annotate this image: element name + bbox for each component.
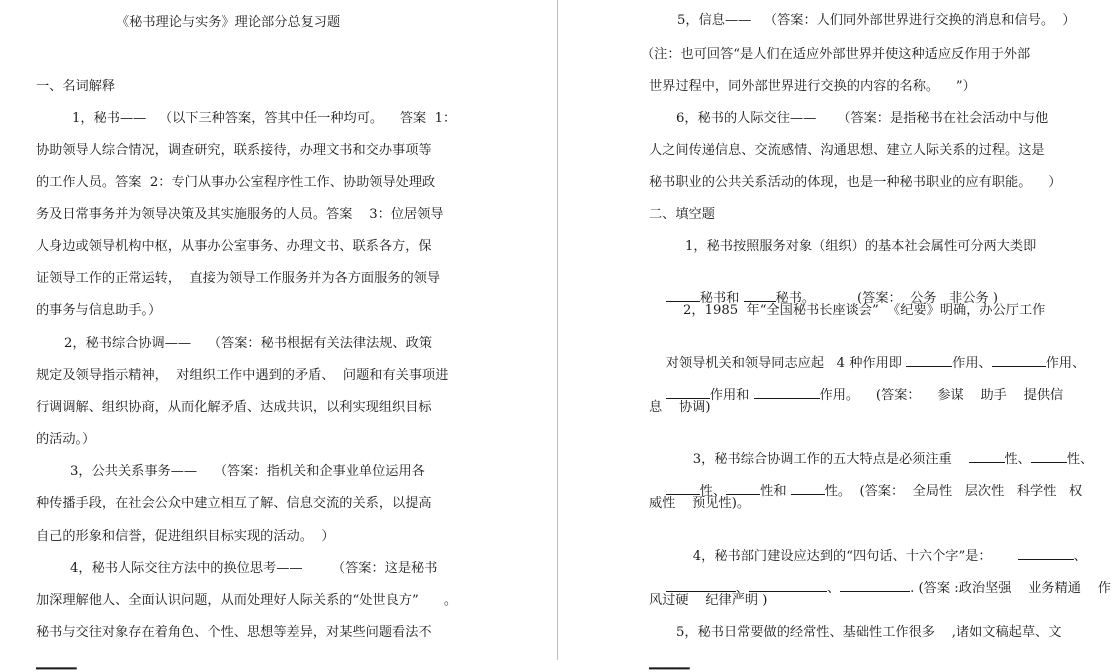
right-page: [559, 0, 1111, 670]
text-line: 的事务与信息助手。）: [36, 303, 162, 318]
blank[interactable]: [1031, 449, 1067, 463]
text-line: 1，秘书—— （以下三种答案，答其中任一种均可。 答案 1：: [72, 111, 457, 126]
text-line: 人之间传递信息、交流感情、沟通思想、建立人际关系的过程。这是: [649, 143, 1045, 158]
text-line: 5，秘书日常要做的经常性、基础性工作很多 ,诸如文稿起草、文: [676, 625, 1062, 640]
fill-line-q2b: 作用和 作用。 (答案： 参谋 助手 提供信: [649, 367, 1063, 423]
text-line: 行调调解、组织协商，从而化解矛盾、达成共识，以利实现组织目标: [36, 400, 432, 415]
document-title: 《秘书理论与实务》理论部分总复习题: [116, 15, 341, 30]
text-line: 规定及领导指示精神， 对组织工作中遇到的矛盾、 问题和有关事项进: [36, 368, 449, 383]
blank[interactable]: [744, 288, 776, 302]
blank[interactable]: [666, 481, 700, 495]
blank[interactable]: [666, 385, 710, 399]
blank[interactable]: [969, 449, 1005, 463]
text-line: 协助领导人综合情况，调查研究，联系接待，办理文书和交办事项等: [36, 143, 432, 158]
text-line: 的活动。）: [36, 432, 96, 447]
text-line: 自己的形象和信誉，促进组织目标实现的活动。 ）: [36, 529, 335, 544]
text-line: 务及日常事务并为领导决策及其实施服务的人员。答案 3：位居领导: [36, 207, 444, 222]
text-line: 的工作人员。答案 2：专门从事办公室程序性工作、协助领导处理政: [36, 175, 436, 190]
text-line: 秘书与交往对象存在着角色、个性、思想等差异，对某些问题看法不: [36, 625, 432, 640]
text-line: 世界过程中，同外部世界进行交换的内容的名称。 ”）: [649, 79, 976, 94]
blank[interactable]: [726, 481, 760, 495]
text-line: 6，秘书的人际交往—— （答案：是指秘书在社会活动中与他: [676, 111, 1049, 126]
text-line: 种传播手段，在社会公众中建立相互了解、信息交流的关系，以提高: [36, 496, 432, 511]
blank[interactable]: [992, 353, 1046, 367]
blank[interactable]: [906, 353, 952, 367]
text-line: 1，秘书按照服务对象（组织）的基本社会属性可分两大类即: [685, 239, 1037, 254]
fill-line-q2a: 对领导机关和领导同志应起 4 种作用即 作用、 作用、: [649, 335, 1085, 391]
left-page: [0, 0, 557, 670]
text-line: 威性 预见性)。: [649, 496, 751, 511]
section-heading-fill: 二、填空题: [649, 207, 715, 222]
text-line: 人身边或领导机构中枢，从事办公室事务、办理文书、联系各方，保: [36, 239, 432, 254]
text-line: 5，信息—— （答案：人们同外部世界进行交换的消息和信号。 ）: [677, 13, 1076, 28]
blank[interactable]: [1018, 546, 1074, 560]
text-line: 3，公共关系事务—— （答案：指机关和企事业单位运用各: [70, 464, 425, 479]
text-line: 秘书职业的公共关系活动的体现，也是一种秘书职业的应有职能。 ）: [649, 175, 1062, 190]
fill-line-q4b: 、 、 . (答案 :政治坚强 业务精通 作: [649, 560, 1111, 616]
fill-line-q3a: 3，秘书综合协调工作的五大特点是必须注重 性、 性、: [676, 431, 1093, 487]
text-line-clipped: ▁▁▁▁: [649, 655, 690, 670]
fill-line-q1: 秘书和 秘书。 (答案： 公务 非公务 ): [649, 270, 998, 326]
fill-line-q3b: 性、 性和 性。 (答案： 全局性 层次性 科学性 权: [649, 463, 1082, 519]
blank[interactable]: [666, 288, 700, 302]
blank[interactable]: [749, 578, 827, 592]
text-line: 风过硬 纪律严明 ): [649, 593, 768, 608]
page-divider: [557, 0, 558, 660]
text-line: 2，1985 年“全国秘书长座谈会” 《纪要》明确，办公厅工作: [683, 303, 1046, 318]
blank[interactable]: [666, 578, 736, 592]
blank[interactable]: [840, 578, 910, 592]
text-line-clipped: ▁▁▁▁: [36, 655, 77, 670]
text-line: 息 协调): [649, 400, 711, 415]
text-line: 证领导工作的正常运转， 直接为领导工作服务并为各方面服务的领导: [36, 271, 441, 286]
text-line: 加深理解他人、全面认识问题，从而处理好人际关系的“处世良方” 。: [36, 593, 458, 608]
text-line: 4，秘书人际交往方法中的换位思考—— （答案：这是秘书: [70, 561, 438, 576]
fill-line-q4a: 4，秘书部门建设应达到的“四句话、十六个字”是： 、: [676, 528, 1087, 584]
blank[interactable]: [791, 481, 825, 495]
text-line: 2，秘书综合协调—— （答案：秘书根据有关法律法规、政策: [64, 336, 433, 351]
blank[interactable]: [754, 385, 820, 399]
section-heading-terms: 一、名词解释: [36, 79, 116, 94]
text-line: （注：也可回答“是人们在适应外部世界并使这种适应反作用于外部: [641, 47, 1031, 62]
